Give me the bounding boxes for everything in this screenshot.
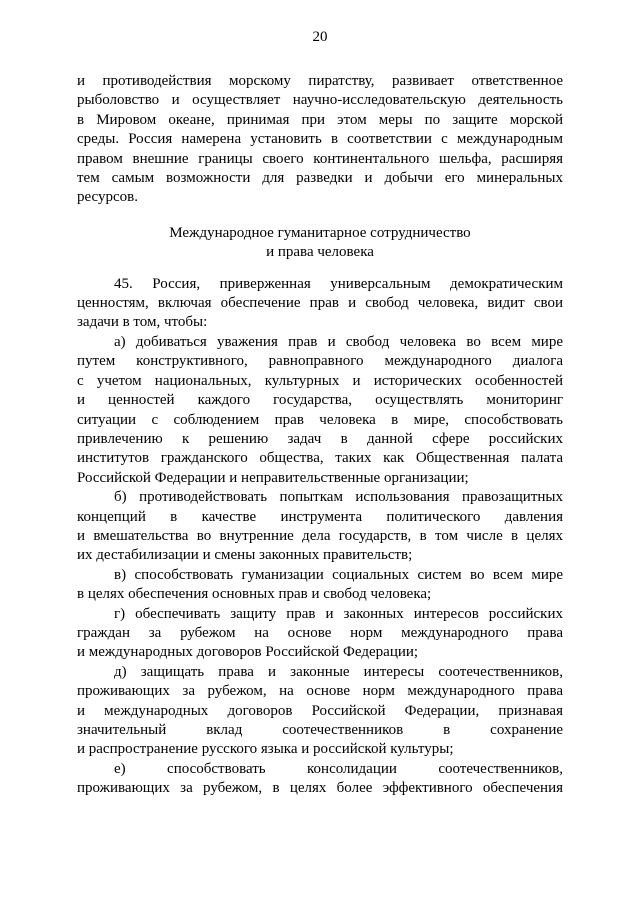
text-line: путем конструктивного, равноправного международного диалога (77, 353, 563, 370)
paragraph (77, 275, 563, 333)
text-line: проживающих за рубежом, на основе норм международного права (77, 683, 563, 700)
text-line: с учетом национальных, культурных и исторических особенностей (77, 372, 563, 389)
text-line: б) противодействовать попыткам использования правозащитных (114, 489, 563, 506)
page-number: 20 (312, 29, 328, 45)
text-line: и распространение русского языка и российской культуры; (77, 741, 454, 758)
text-line: концепций в качестве инструмента политического давления (77, 508, 563, 525)
paragraph (77, 760, 563, 799)
text-line: институтов гражданского общества, таких как Общественная палата (77, 450, 563, 467)
text-line: в) способствовать гуманизации социальных систем во всем мире (114, 566, 563, 583)
text-line: д) защищать права и законные интересы соотечественников, (114, 663, 563, 680)
text-line: 45. Россия, приверженная универсальным демократическим (114, 275, 563, 292)
text-line: ценностям, включая обеспечение прав и свобод человека, видит свои (77, 295, 563, 312)
text-line: значительный вклад соотечественников в сохранение (77, 722, 563, 738)
text-line: их дестабилизации и смены законных правительств; (77, 547, 413, 564)
text-line: проживающих за рубежом, в целях более эффективного обеспечения (77, 780, 563, 797)
text-line: граждан за рубежом на основе норм международного права (77, 624, 563, 641)
paragraph (77, 333, 563, 488)
text-line: правом внешние границы своего континентального шельфа, расширяя (77, 150, 563, 167)
paragraph (77, 488, 563, 566)
text-line: и международных договоров Российской Федерации; (77, 644, 419, 661)
text-line: задачи в том, чтобы: (77, 314, 208, 331)
paragraph (77, 566, 563, 605)
text-line: и ценностей каждого государства, осуществлять мониторинг (77, 392, 563, 409)
text-line: Международное гуманитарное сотрудничество (169, 224, 471, 241)
text-line: рыболовство и осуществляет научно-исследовательскую деятельность (77, 92, 563, 109)
text-line: в целях обеспечения основных прав и свобод человека; (77, 586, 432, 603)
paragraph (77, 72, 563, 208)
text-line: и международных договоров Российской Федерации, признавая (77, 702, 563, 719)
text-line: ресурсов. (77, 189, 138, 206)
text-line: среды. Россия намерена установить в соответствии с международным (77, 131, 563, 148)
text-line: и противодействия морскому пиратству, развивает ответственное (77, 73, 563, 89)
text-line: тем самым возможности для разведки и добычи его минеральных (77, 170, 563, 187)
text-line: е) способствовать консолидации соотечественников, (114, 760, 563, 777)
text-line: ситуации с соблюдением прав человека в мире, способствовать (77, 411, 563, 428)
text-line: привлечению к решению задач в данной сфере российских (77, 430, 563, 447)
paragraph (77, 663, 563, 760)
text-line: Российской Федерации и неправительственные организации; (77, 469, 469, 486)
text-line: а) добиваться уважения прав и свобод человека во всем мире (114, 333, 563, 350)
text-line: и вмешательства во внутренние дела государств, в том числе в целях (77, 527, 563, 544)
text-line: и права человека (266, 244, 374, 261)
document-body (77, 72, 563, 799)
text-line: г) обеспечивать защиту прав и законных интересов российских (114, 605, 563, 622)
paragraph (77, 605, 563, 663)
section-heading (77, 224, 563, 263)
text-line: в Мировом океане, принимая при этом меры по защите морской (77, 111, 563, 128)
